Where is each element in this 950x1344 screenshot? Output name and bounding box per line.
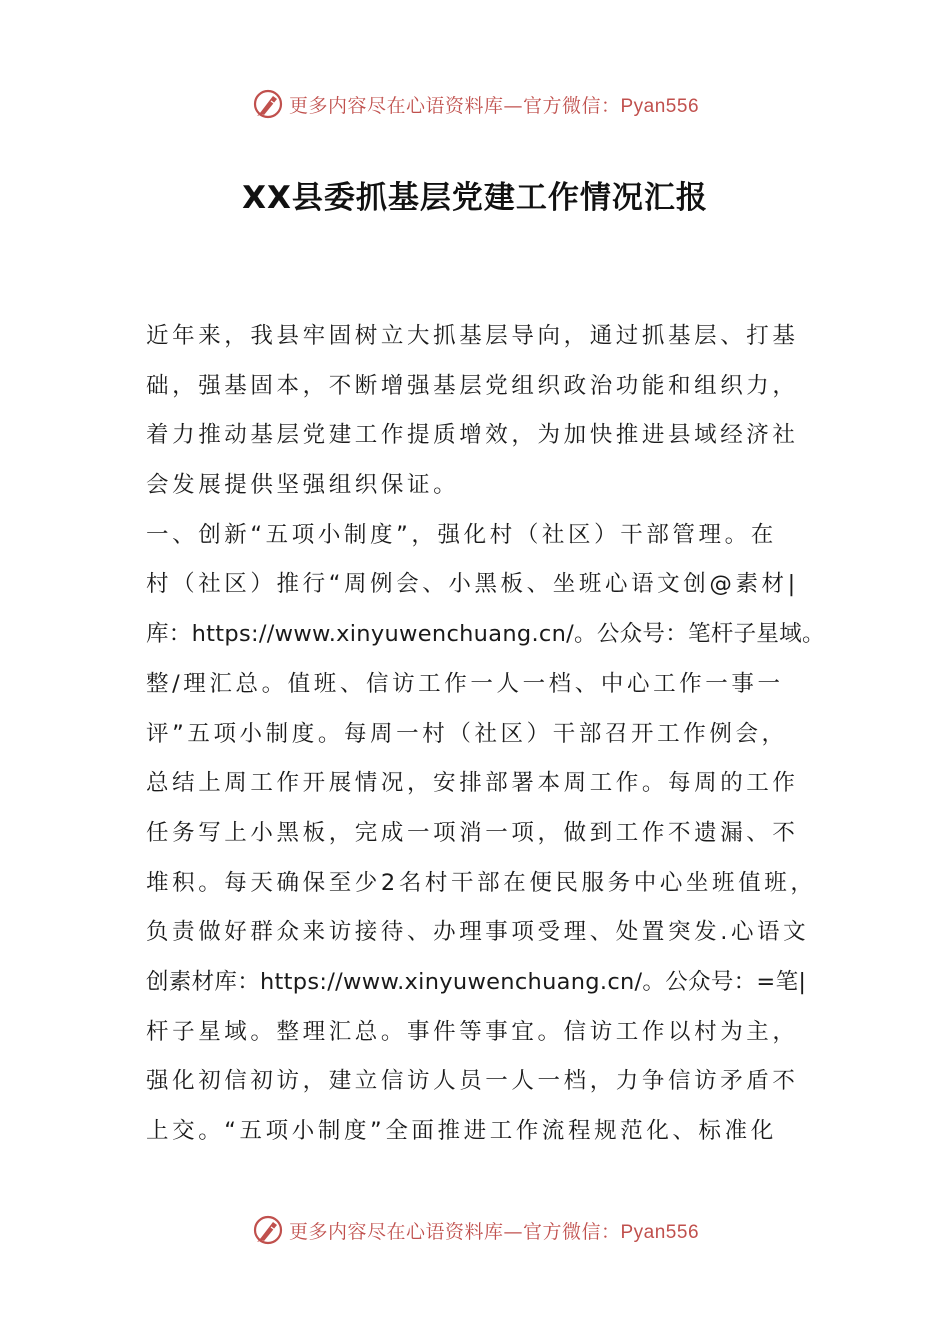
header-watermark <box>0 84 950 124</box>
body-line: 一、创新“五项小制度”，强化村（社区）干部管理。在 <box>146 521 777 548</box>
body-line: 近年来，我县牢固树立大抓基层导向，通过抓基层、打基 <box>146 323 799 349</box>
document-body <box>146 312 825 1157</box>
body-line: 库：https://www.xinyuwenchuang.cn/。公众号：笔杆子星域。 <box>146 621 825 648</box>
watermark-text: 更多内容尽在心语资料库—官方微信：Pyan556 <box>288 94 700 117</box>
watermark-text: 更多内容尽在心语资料库—官方微信：Pyan556 <box>288 1220 700 1243</box>
body-line: 负责做好群众来访接待、办理事项受理、处置突发.心语文 <box>146 919 810 946</box>
body-line: 创素材库：https://www.xinyuwenchuang.cn/。公众号：=笔| <box>146 968 807 995</box>
body-line: 任务写上小黑板，完成一项消一项，做到工作不遗漏、不 <box>146 819 799 846</box>
body-line: 强化初信初访，建立信访人员一人一档，力争信访矛盾不 <box>146 1068 799 1095</box>
body-line: 着力推动基层党建工作提质增效，为加快推进县域经济社 <box>146 422 799 449</box>
body-line: 础，强基固本，不断增强基层党组织政治功能和组织力， <box>146 372 799 399</box>
body-line: 会发展提供坚强组织保证。 <box>146 472 460 499</box>
body-line: 评”五项小制度。每周一村（社区）干部召开工作例会， <box>146 720 788 747</box>
body-line: 村（社区）推行“周例会、小黑板、坐班心语文创@素材| <box>146 571 799 598</box>
footer-watermark <box>0 1210 950 1250</box>
body-line: 上交。“五项小制度”全面推进工作流程规范化、标准化 <box>146 1118 777 1144</box>
pen-nib-circle-logo-icon <box>251 87 285 121</box>
body-line: 总结上周工作开展情况，安排部署本周工作。每周的工作 <box>146 770 799 797</box>
body-line: 杆子星域。整理汇总。事件等事宜。信访工作以村为主， <box>146 1018 799 1045</box>
document-title: XX县委抓基层党建工作情况汇报 <box>242 180 708 216</box>
body-line: 堆积。每天确保至少2名村干部在便民服务中心坐班值班， <box>146 869 817 896</box>
pen-nib-circle-logo-icon <box>251 1213 285 1247</box>
body-line: 整/理汇总。值班、信访工作一人一档、中心工作一事一 <box>146 670 784 697</box>
